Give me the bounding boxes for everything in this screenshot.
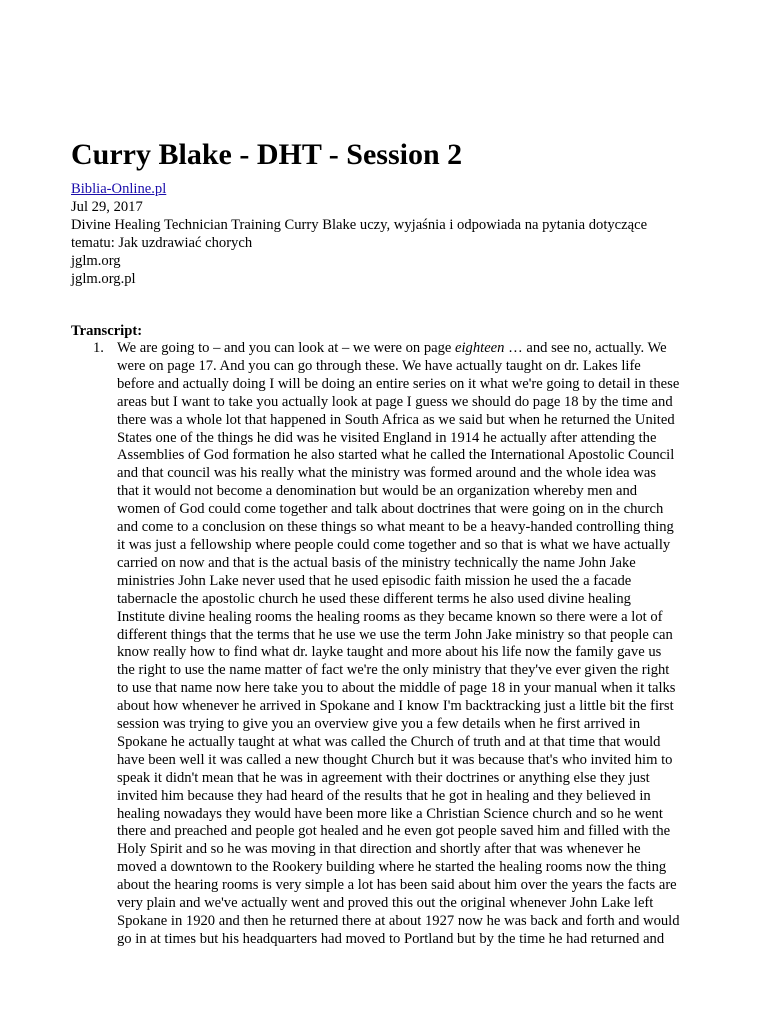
transcript-line: very plain and we've actually went and proved this out the original whenever John Lake left [117, 895, 654, 912]
transcript-line: about how whenever he arrived in Spokane and I know I'm backtracking just a little bit the first [117, 698, 674, 715]
page-title: Curry Blake - DHT - Session 2 [71, 138, 463, 171]
transcript-line: to use that name now here take you to about the middle of page 18 in your manual when it talks [117, 680, 676, 697]
site-1: jglm.org [71, 253, 121, 269]
transcript-line: go in at times but his headquarters had moved to Portland but by the time he had returned and [117, 930, 665, 947]
publish-date: Jul 29, 2017 [71, 199, 143, 215]
document-meta [71, 180, 711, 288]
transcript-line: invited him because they had heard of the results that he got in healing and they believed in [117, 787, 651, 804]
transcript-line: and that council was his really what the ministry was formed around and the whole idea was [117, 465, 657, 482]
transcript-line: there was a whole lot that happened in South Africa as we said but when he returned the United [117, 411, 675, 428]
transcript-line: were on page 17. And you can go through these. We have actually taught on dr. Lakes life [117, 357, 641, 374]
emphasized-word: eighteen [455, 340, 505, 356]
transcript-line: there and preached and people got healed and he even got people saved him and filled with the [117, 823, 671, 840]
transcript-line: carried on now and that is the actual basis of the ministry technically the name John Jake [117, 554, 636, 571]
transcript-line: areas but I want to take you actually look at page I guess we should do page 18 by the time and [117, 393, 673, 410]
list-item-number: 1. [93, 340, 104, 356]
transcript-line: it was just a fellowship where people could come together and so that is what we have actually [117, 536, 671, 553]
site-2: jglm.org.pl [71, 271, 136, 287]
transcript-line: healing nowadays they would have been more like a Christian Science church and so he went [117, 805, 663, 822]
transcript-line: that it would not become a denomination but would be an organization whereby men and [117, 483, 638, 500]
description-line-2: tematu: Jak uzdrawiać chorych [71, 235, 253, 251]
transcript-line: and come to a conclusion on these things so what meant to be a heavy-handed controlling thing [117, 519, 674, 536]
transcript-line: about the hearing rooms is very simple a lot has been said about him over the years the facts are [117, 877, 677, 894]
transcript-line-first: We are going to – and you can look at – we were on page eighteen … and see no, actually. We [117, 340, 667, 356]
transcript-line: moved a downtown to the Rookery building where he started the healing rooms now the thing [117, 859, 667, 876]
transcript-line: the right to use the name matter of fact we're the only ministry that they've ever given the right [117, 662, 670, 679]
transcript-line: ministries John Lake never used that he used episodic faith mission he used the a facade [117, 572, 632, 589]
transcript-heading: Transcript: [71, 323, 143, 339]
transcript-line: different things that the terms that he use we use the term John Jake ministry so that people can [117, 626, 673, 643]
transcript-line: speak it didn't mean that he was in agreement with their doctrines or anything else they just [117, 769, 650, 786]
transcript-line: session was trying to give you an overview give you a few details when he first arrived in [117, 716, 641, 733]
source-link[interactable]: Biblia-Online.pl [71, 181, 167, 197]
description-line-1: Divine Healing Technician Training Curry Blake uczy, wyjaśnia i odpowiada na pytania dotyczące [71, 217, 648, 233]
transcript-line: Holy Spirit and so he was moving in that direction and shortly after that was whenever he [117, 841, 641, 858]
transcript-line: women of God could come together and talk about doctrines that were going on in the church [117, 501, 664, 518]
transcript-line: know really how to find what dr. layke taught and more about his life now the family gave us [117, 644, 662, 661]
transcript-line: States one of the things he did was he visited England in 1914 he actually after attending the [117, 429, 657, 446]
transcript-line: before and actually doing I will be doing an entire series on it what we're going to detail in these [117, 375, 680, 392]
transcript-line: Assemblies of God formation he also started what he called the International Apostolic Council [117, 447, 675, 464]
transcript-line: Institute divine healing rooms the healing rooms as they became known so there were a lot of [117, 608, 663, 625]
transcript-line: have been well it was called a new thought Church but it was because that's who invited him to [117, 751, 673, 768]
transcript-line: tabernacle the apostolic church he used these different terms he also used divine healing [117, 590, 631, 607]
transcript-paragraph [117, 340, 729, 949]
transcript-line: Spokane in 1920 and then he returned there at about 1927 now he was back and forth and would [117, 913, 680, 929]
transcript-line: Spokane he actually taught at what was called the Church of truth and at that time that would [117, 733, 661, 750]
